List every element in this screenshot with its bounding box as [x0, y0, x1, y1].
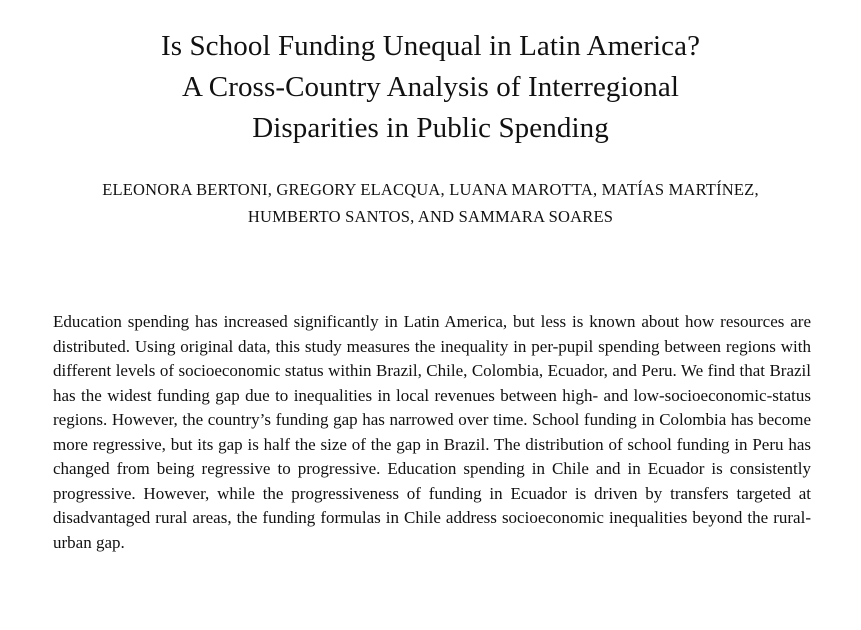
- title-line-1: Is School Funding Unequal in Latin America?: [160, 30, 701, 62]
- title-line-3: Disparities in Public Spending: [252, 112, 609, 144]
- abstract-paragraph: Education spending has increased significantly in Latin America, but less is known about how resources are distributed. Using original data, this study measures the inequality in per-pupil spending between regions with different levels of socioeconomic status within Brazil, Chile, Colombia, Ecuador, and Peru. We find that Brazil has the widest funding gap due to inequalities in local revenues between high- and low-socioeconomic-status regions. However, the country’s funding gap has narrowed over time. School funding in Colombia has become more regressive, but its gap is half the size of the gap in Brazil. The distribution of school funding in Peru has changed from being regressive to progressive. Education spending in Chile and in Ecuador is consistently progressive. However, while the progressiveness of funding in Ecuador is driven by transfers targeted at disadvantaged rural areas, the funding formulas in Chile address socioeconomic inequalities beyond the rural-urban gap.: [53, 312, 811, 552]
- author-line-1: ELEONORA BERTONI, GREGORY ELACQUA, LUANA MAROTTA, MATÍAS MARTÍNEZ,: [102, 180, 759, 199]
- author-line-2: HUMBERTO SANTOS, AND SAMMARA SOARES: [247, 207, 614, 226]
- article-title: [0, 26, 861, 149]
- title-line-2: A Cross-Country Analysis of Interregional: [181, 71, 680, 103]
- author-list: [0, 176, 861, 230]
